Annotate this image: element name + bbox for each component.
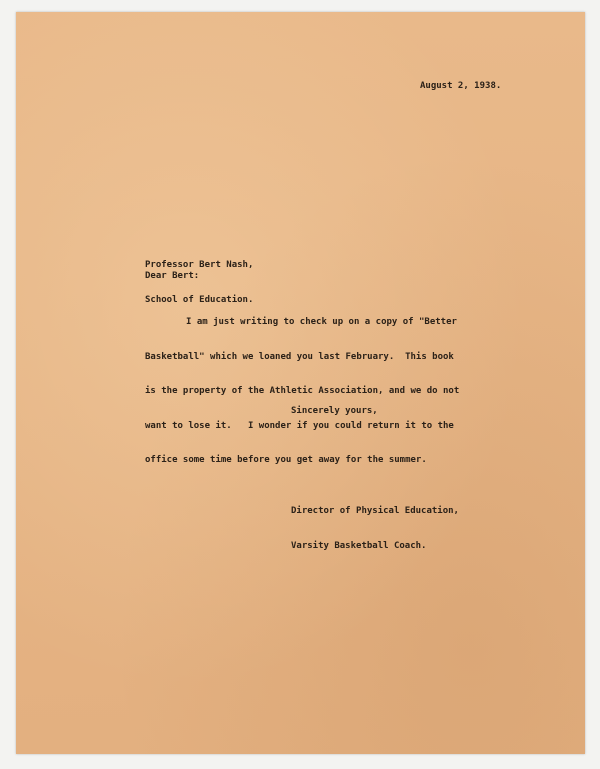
letter-date: August 2, 1938. bbox=[420, 81, 502, 91]
body-line: Basketball" which we loaned you last February. This book bbox=[145, 351, 454, 362]
letter-body bbox=[145, 294, 459, 478]
closing: Sincerely yours, bbox=[291, 406, 378, 416]
salutation: Dear Bert: bbox=[145, 271, 200, 281]
signature-block bbox=[291, 483, 459, 564]
body-line: want to lose it. I wonder if you could return it to the bbox=[145, 420, 454, 431]
recipient-name: Professor Bert Nash, bbox=[145, 260, 254, 270]
body-line: office some time before you get away for the summer. bbox=[145, 455, 427, 465]
body-line: is the property of the Athletic Association, and we do not bbox=[145, 386, 460, 396]
signature-subtitle: Varsity Basketball Coach. bbox=[291, 540, 427, 551]
body-line: I am just writing to check up on a copy of "Better bbox=[186, 317, 457, 327]
signature-title: Director of Physical Education, bbox=[291, 506, 459, 516]
recipient-department: School of Education. bbox=[145, 294, 254, 305]
